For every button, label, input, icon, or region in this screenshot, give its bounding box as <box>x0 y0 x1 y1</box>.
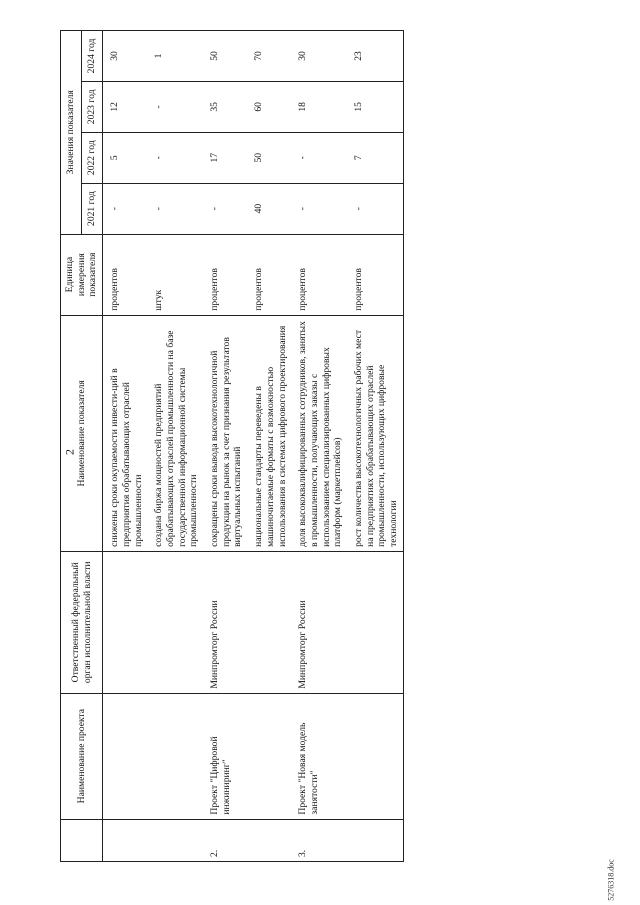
footer-document-code: 5276318.doc <box>606 859 616 901</box>
row-value-2022: 50 <box>247 132 291 183</box>
row-number <box>247 819 291 861</box>
indicators-table <box>60 30 404 862</box>
row-value-2021: - <box>103 183 148 234</box>
header-values: Значения показателя <box>61 31 82 235</box>
row-project <box>147 693 203 819</box>
rotated-table-container <box>60 30 620 862</box>
row-org <box>247 551 291 693</box>
row-value-2022: - <box>291 132 347 183</box>
header-year-2023: 2023 год <box>82 81 103 132</box>
row-value-2023: - <box>147 81 203 132</box>
row-project: Проект "Цифровой инжиниринг" <box>203 693 247 819</box>
table-row <box>203 31 247 862</box>
row-value-2021: - <box>147 183 203 234</box>
row-value-2023: 12 <box>103 81 148 132</box>
row-value-2022: 7 <box>347 132 403 183</box>
row-value-2023: 35 <box>203 81 247 132</box>
row-value-2024: 30 <box>103 31 148 82</box>
row-number <box>347 819 403 861</box>
row-value-2024: 30 <box>291 31 347 82</box>
row-indicator: рост количества высокотехнологичных рабочих мест на предприятиях обрабатывающих отраслей промышленности, использующих цифровые технологии <box>347 315 403 551</box>
row-org: Минпромторг России <box>291 551 347 693</box>
row-value-2022: 17 <box>203 132 247 183</box>
row-org <box>147 551 203 693</box>
row-unit: процентов <box>291 234 347 315</box>
row-org: Минпромторг России <box>203 551 247 693</box>
row-value-2021: 40 <box>247 183 291 234</box>
row-value-2022: 5 <box>103 132 148 183</box>
row-indicator: национальные стандарты переведены в машиночитаемые форматы с возможностью использования в системах цифрового проектирования <box>247 315 291 551</box>
header-indicator: Наименование показателя <box>61 315 103 551</box>
row-value-2021: - <box>347 183 403 234</box>
row-indicator: снижены сроки окупаемости инвести-ций в предприятия обрабатывающих отраслей промышленности <box>103 315 148 551</box>
row-number <box>147 819 203 861</box>
row-value-2024: 1 <box>147 31 203 82</box>
row-value-2022: - <box>147 132 203 183</box>
header-unit: Единица измерения показателя <box>61 234 103 315</box>
row-value-2021: - <box>291 183 347 234</box>
table-row <box>147 31 203 862</box>
header-year-2021: 2021 год <box>82 183 103 234</box>
row-indicator: сокращены сроки вывода высокотехнологичной продукции на рынок за счет признания результатов виртуальных испытаний <box>203 315 247 551</box>
row-project: Проект "Новая модель занятости" <box>291 693 347 819</box>
row-number: 3. <box>291 819 347 861</box>
row-unit: процентов <box>203 234 247 315</box>
table-row <box>103 31 148 862</box>
row-unit: процентов <box>247 234 291 315</box>
page-number: 2 <box>62 449 77 455</box>
row-value-2024: 50 <box>203 31 247 82</box>
row-indicator: доля высококвалифицированных сотрудников, занятых в промышленности, получающих заказы с использованием специализированных цифровых платформ (маркетплейсов) <box>291 315 347 551</box>
row-project <box>247 693 291 819</box>
row-project <box>347 693 403 819</box>
row-value-2023: 15 <box>347 81 403 132</box>
header-year-2022: 2022 год <box>82 132 103 183</box>
row-number: 2. <box>203 819 247 861</box>
row-value-2023: 60 <box>247 81 291 132</box>
header-org: Ответственный федеральный орган исполнительной власти <box>61 551 103 693</box>
table-row <box>247 31 291 862</box>
row-org <box>347 551 403 693</box>
table-row <box>347 31 403 862</box>
row-unit: процентов <box>103 234 148 315</box>
row-number <box>103 819 148 861</box>
row-value-2021: - <box>203 183 247 234</box>
row-unit: процентов <box>347 234 403 315</box>
row-value-2024: 70 <box>247 31 291 82</box>
row-value-2024: 23 <box>347 31 403 82</box>
row-org <box>103 551 148 693</box>
header-year-2024: 2024 год <box>82 31 103 82</box>
row-value-2023: 18 <box>291 81 347 132</box>
row-project <box>103 693 148 819</box>
table-row <box>291 31 347 862</box>
header-project: Наименование проекта <box>61 693 103 819</box>
header-number <box>61 819 103 861</box>
row-indicator: создана биржа мощностей предприятий обрабатывающих отраслей промышленности на базе государственной информационной системы промышленности <box>147 315 203 551</box>
row-unit: штук <box>147 234 203 315</box>
